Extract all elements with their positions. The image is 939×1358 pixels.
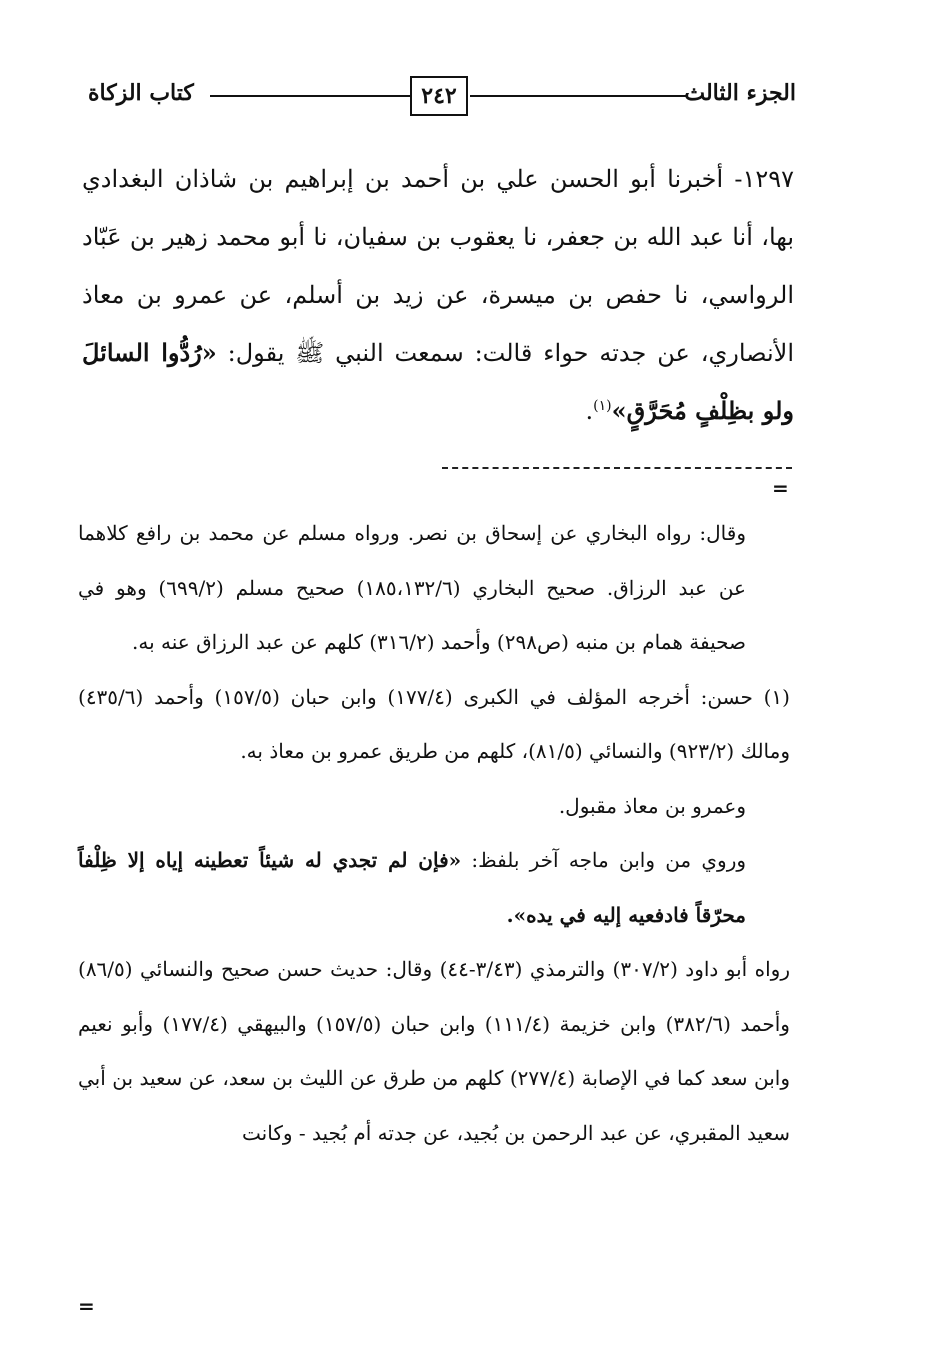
header-divider-left bbox=[210, 95, 410, 97]
page-number-box: ٢٤٢ bbox=[410, 76, 468, 116]
page-header bbox=[88, 72, 796, 124]
footnote-1: (١) حسن: أخرجه المؤلف في الكبرى (١٧٧/٤) وابن حبان (١٥٧/٥) وأحمد (٤٣٥/٦) ومالك (٩٢٣/٢) والنسائي (٨١/٥)، كلهم من طريق عمرو بن معاذ به. bbox=[78, 684, 790, 763]
footnotes-block bbox=[78, 506, 790, 1160]
volume-title: الجزء الثالث bbox=[684, 80, 796, 106]
variant-intro: وروي من وابن ماجه آخر بلفظ: bbox=[471, 848, 747, 872]
continuation-marker-top: = bbox=[772, 476, 789, 500]
hadith-quote: «رُدُّوا السائلَ ولو بظِلْفٍ مُحَرَّقٍ» bbox=[82, 338, 794, 425]
footnote-continuation: وقال: رواه البخاري عن إسحاق بن نصر. ورواه مسلم عن محمد بن رافع كلاهما عن عبد الرزاق. صحيح البخاري (١٨٥،١٣٢/٦) صحيح مسلم (٦٩٩/٢) وهو في صحيفة همام بن منبه (ص٢٩٨) وأحمد (٣١٦/٢) كلهم عن عبد الرزاق عنه به. bbox=[78, 521, 746, 654]
footnote-separator bbox=[442, 467, 792, 469]
end-mark: . bbox=[585, 397, 594, 425]
chapter-title: كتاب الزكاة bbox=[88, 80, 194, 106]
continuation-marker-bottom: = bbox=[78, 1294, 95, 1318]
variant-quote: «فإن لم تجدي له شيئاً تعطينه إياه إلا ظِلْفاً محرّقاً فادفعيه إليه في يده». bbox=[78, 848, 746, 927]
header-divider-right bbox=[470, 95, 688, 97]
footnote-reference: (١) bbox=[593, 398, 612, 414]
footnote-line-sources: رواه أبو داود (٣٠٧/٢) والترمذي (٣/٤٣-٤٤) وقال: حديث حسن صحيح والنسائي (٨٦/٥) وأحمد (٣٨٢/٦) وابن خزيمة (١١١/٤) وابن حبان (١٥٧/٥) والبيهقي (١٧٧/٤) وأبو نعيم وابن سعد كما في الإصابة (٢٧٧/٤) كلهم من طرق عن الليث بن سعد، عن سعيد بن أبي سعيد المقبري، عن عبد الرحمن بن بُجيد، عن جدته أم بُجيد - وكانت bbox=[78, 957, 790, 1145]
hadith-chain-text: ١٢٩٧- أخبرنا أبو الحسن علي بن أحمد بن إبراهيم بن شاذان البغدادي بها، أنا عبد الله بن جعفر، نا يعقوب بن سفيان، نا أبو محمد زهير بن عَبّاد الرواسي، نا حفص بن ميسرة، عن زيد بن أسلم، عن عمرو بن معاذ الأنصاري، عن جدته حواء قالت: سمعت النبي ﷺ يقول: bbox=[82, 165, 794, 367]
main-text-block bbox=[82, 150, 794, 440]
footnote-line-variant bbox=[78, 833, 790, 942]
footnote-line-narrator: وعمرو بن معاذ مقبول. bbox=[558, 793, 746, 818]
